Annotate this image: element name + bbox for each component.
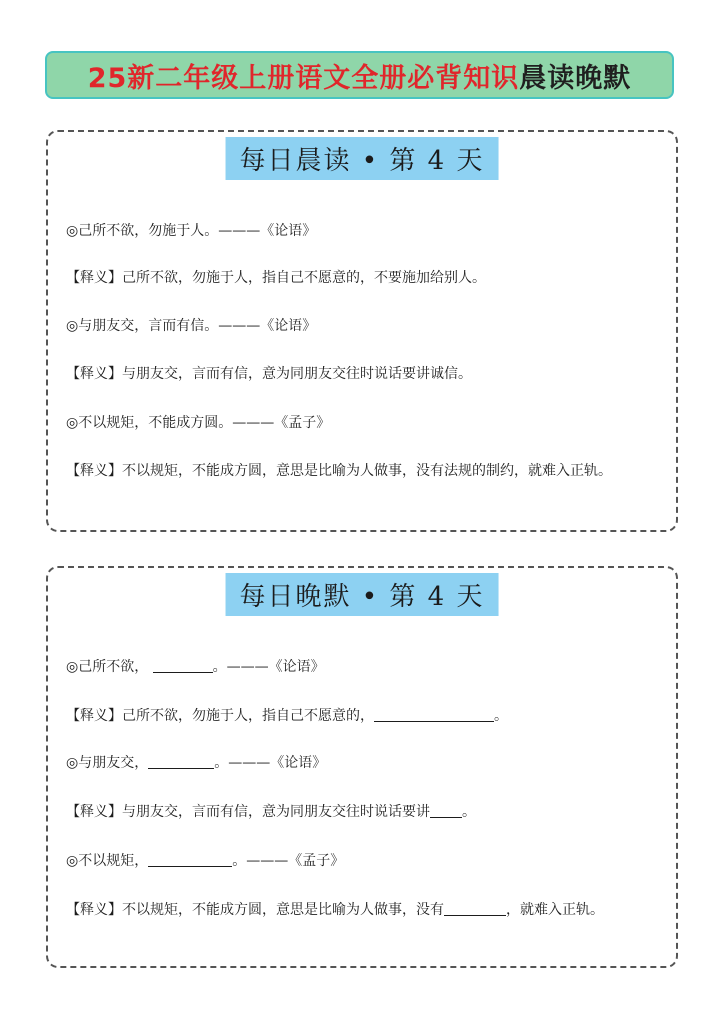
fill-line bbox=[66, 899, 604, 919]
explanation-line: 【释义】与朋友交，言而有信，意为同朋友交往时说话要讲诚信。 bbox=[66, 366, 472, 382]
evening-card-title: 每日晚默 • 第 4 天 bbox=[226, 573, 499, 616]
quote-line: ◎己所不欲，勿施于人。———《论语》 bbox=[66, 223, 317, 239]
answer-blank[interactable] bbox=[430, 803, 462, 818]
fill-line bbox=[66, 752, 326, 772]
morning-reading-card bbox=[46, 130, 678, 532]
quote-line: ◎与朋友交，言而有信。———《论语》 bbox=[66, 318, 317, 334]
quote-line: ◎不以规矩，不能成方圆。———《孟子》 bbox=[66, 415, 331, 431]
banner-title-red: 25新二年级上册语文全册必背知识 bbox=[87, 62, 520, 94]
fill-text: 。 bbox=[494, 708, 508, 724]
explanation-line: 【释义】己所不欲，勿施于人，指自己不愿意的，不要施加给别人。 bbox=[66, 270, 486, 286]
fill-text: 【释义】不以规矩，不能成方圆，意思是比喻为人做事，没有 bbox=[66, 902, 444, 918]
fill-text: 【释义】与朋友交，言而有信，意为同朋友交往时说话要讲 bbox=[66, 804, 430, 820]
fill-text: 。 bbox=[462, 804, 476, 820]
fill-line bbox=[66, 656, 325, 676]
morning-card-title: 每日晨读 • 第 4 天 bbox=[226, 137, 499, 180]
fill-text: 。———《论语》 bbox=[214, 755, 327, 771]
answer-blank[interactable] bbox=[148, 754, 214, 769]
banner-title-dark: 晨读晚默 bbox=[519, 62, 632, 94]
fill-line bbox=[66, 850, 344, 870]
fill-text: ◎不以规矩， bbox=[66, 853, 149, 869]
explanation-line: 【释义】不以规矩，不能成方圆，意思是比喻为人做事，没有法规的制约，就难入正轨。 bbox=[66, 463, 612, 479]
answer-blank[interactable] bbox=[374, 707, 494, 722]
fill-text: 【释义】己所不欲，勿施于人，指自己不愿意的， bbox=[66, 708, 374, 724]
fill-text: ◎与朋友交， bbox=[66, 755, 149, 771]
fill-text: 。———《孟子》 bbox=[232, 853, 345, 869]
fill-line bbox=[66, 801, 476, 821]
fill-text: 。———《论语》 bbox=[212, 659, 325, 675]
fill-text: ◎己所不欲， bbox=[66, 659, 149, 675]
answer-blank[interactable] bbox=[148, 852, 232, 867]
answer-blank[interactable] bbox=[153, 658, 213, 673]
answer-blank[interactable] bbox=[444, 901, 506, 916]
fill-text: ，就难入正轨。 bbox=[506, 902, 604, 918]
evening-dictation-card bbox=[46, 566, 678, 968]
fill-line bbox=[66, 705, 508, 725]
page-banner bbox=[45, 51, 674, 99]
